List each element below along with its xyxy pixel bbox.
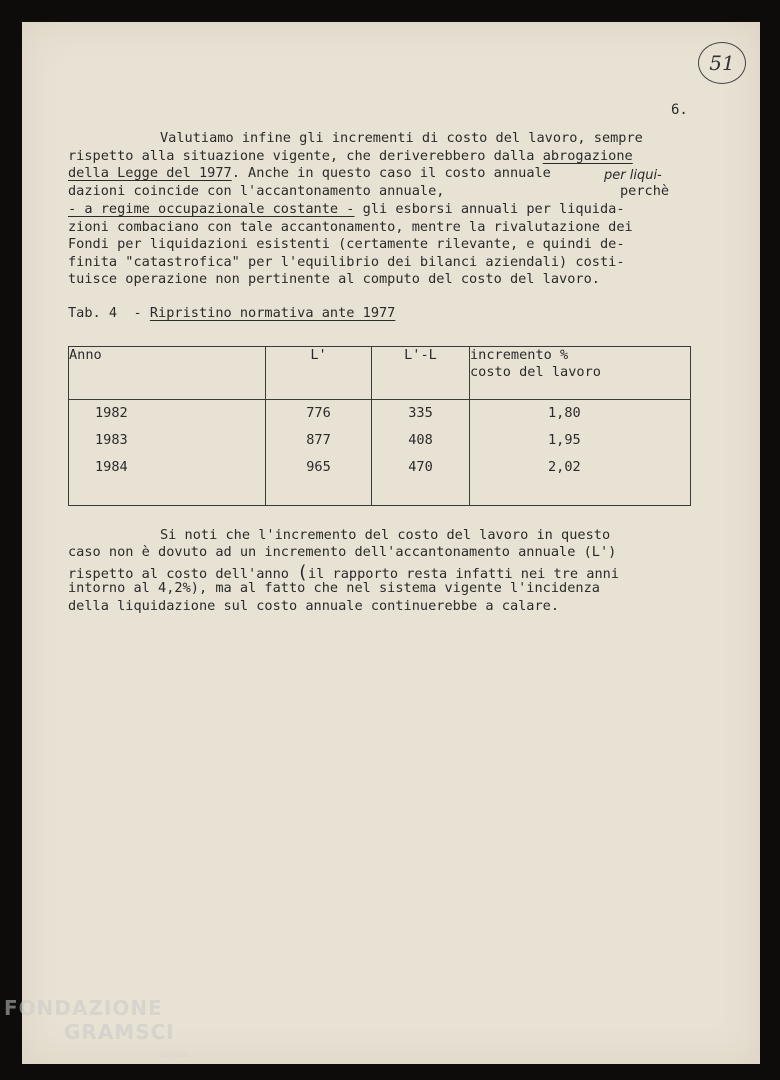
table-cell: 1,80 <box>548 405 581 421</box>
header-incremento <box>470 347 691 400</box>
p1-line-3 <box>68 165 551 181</box>
table-cell: 1982 <box>95 405 128 421</box>
table-cell: 408 <box>408 432 433 448</box>
typed-insert-perche: perchè <box>620 183 670 199</box>
p1-line-5-text: gli esborsi annuali per liquida- <box>354 201 625 217</box>
p2-line-4: intorno al 4,2%), ma al fatto che nel sistema vigente l'incidenza <box>68 580 600 596</box>
table-caption-prefix: Tab. 4 - <box>68 305 150 321</box>
p2-line-3-rest: il rapporto resta infatti nei tre anni <box>308 566 619 582</box>
archive-page-stamp: 51 <box>698 42 746 84</box>
table-header-row <box>69 347 691 400</box>
p2-line-5: della liquidazione sul costo annuale continuerebbe a calare. <box>68 598 560 614</box>
column-l-prime-minus-l <box>372 400 470 506</box>
header-incremento-line-1: incremento % <box>470 347 569 363</box>
p1-line-6: zioni combaciano con tale accantonamento, mentre la rivalutazione dei <box>68 219 633 235</box>
header-incremento-line-2: costo del lavoro <box>470 364 601 380</box>
p1-line-5 <box>68 201 625 217</box>
table-caption-title: Ripristino normativa ante 1977 <box>149 305 396 321</box>
table-cell: 776 <box>306 405 331 421</box>
p1-line-9: tuisce operazione non pertinente al computo del costo del lavoro. <box>68 271 600 287</box>
p2-line-3-text: rispetto al costo dell'anno <box>68 566 298 582</box>
p2-line-2: caso non è dovuto ad un incremento dell'accantonamento annuale (L') <box>68 544 617 560</box>
table-cell: 2,02 <box>548 459 581 475</box>
watermark-line-2: GRAMSCI <box>64 1020 175 1044</box>
p1-line-2-text: rispetto alla situazione vigente, che deriverebbero dalla <box>68 148 543 164</box>
header-anno: Anno <box>69 347 266 400</box>
p1-line-4: dazioni coincide con l'accantonamento annuale, <box>68 183 445 199</box>
typed-insert-per-liqui: per liqui- <box>604 168 662 183</box>
table-body-row <box>69 400 691 506</box>
table-cell: 965 <box>306 459 331 475</box>
underlined-regime-occupazionale: - a regime occupazionale costante - <box>68 201 355 217</box>
column-l-prime <box>266 400 372 506</box>
p1-line-3-text: . Anche in questo caso il costo annuale <box>231 165 551 181</box>
handwritten-bracket-mark: ( <box>297 562 308 583</box>
watermark-onlus: onlus <box>160 1050 190 1060</box>
page-number: 6. <box>671 102 688 118</box>
p1-line-2 <box>68 148 633 164</box>
table-cell: 1984 <box>95 459 128 475</box>
p1-line-8: finita "catastrofica" per l'equilibrio dei bilanci aziendali) costi- <box>68 254 625 270</box>
watermark-line-1: FONDAZIONE <box>4 996 163 1020</box>
table-cell: 1983 <box>95 432 128 448</box>
p1-line-7: Fondi per liquidazioni esistenti (certamente rilevante, e quindi de- <box>68 236 625 252</box>
data-table <box>68 346 691 506</box>
p1-line-1: Valutiamo infine gli incrementi di costo del lavoro, sempre <box>160 130 643 146</box>
table-cell: 1,95 <box>548 432 581 448</box>
table-cell: 470 <box>408 459 433 475</box>
table-cell: 335 <box>408 405 433 421</box>
p2-line-1: Si noti che l'incremento del costo del lavoro in questo <box>160 527 611 543</box>
column-incremento <box>470 400 691 506</box>
fondazione-gramsci-watermark <box>4 996 190 1060</box>
underlined-legge-1977: della Legge del 1977 <box>68 165 232 181</box>
table-caption <box>68 305 395 321</box>
column-anno <box>69 400 266 506</box>
header-l-prime-minus-l: L'-L <box>372 347 470 400</box>
underlined-abrogazione: abrogazione <box>542 148 633 164</box>
table-cell: 877 <box>306 432 331 448</box>
header-l-prime: L' <box>266 347 372 400</box>
